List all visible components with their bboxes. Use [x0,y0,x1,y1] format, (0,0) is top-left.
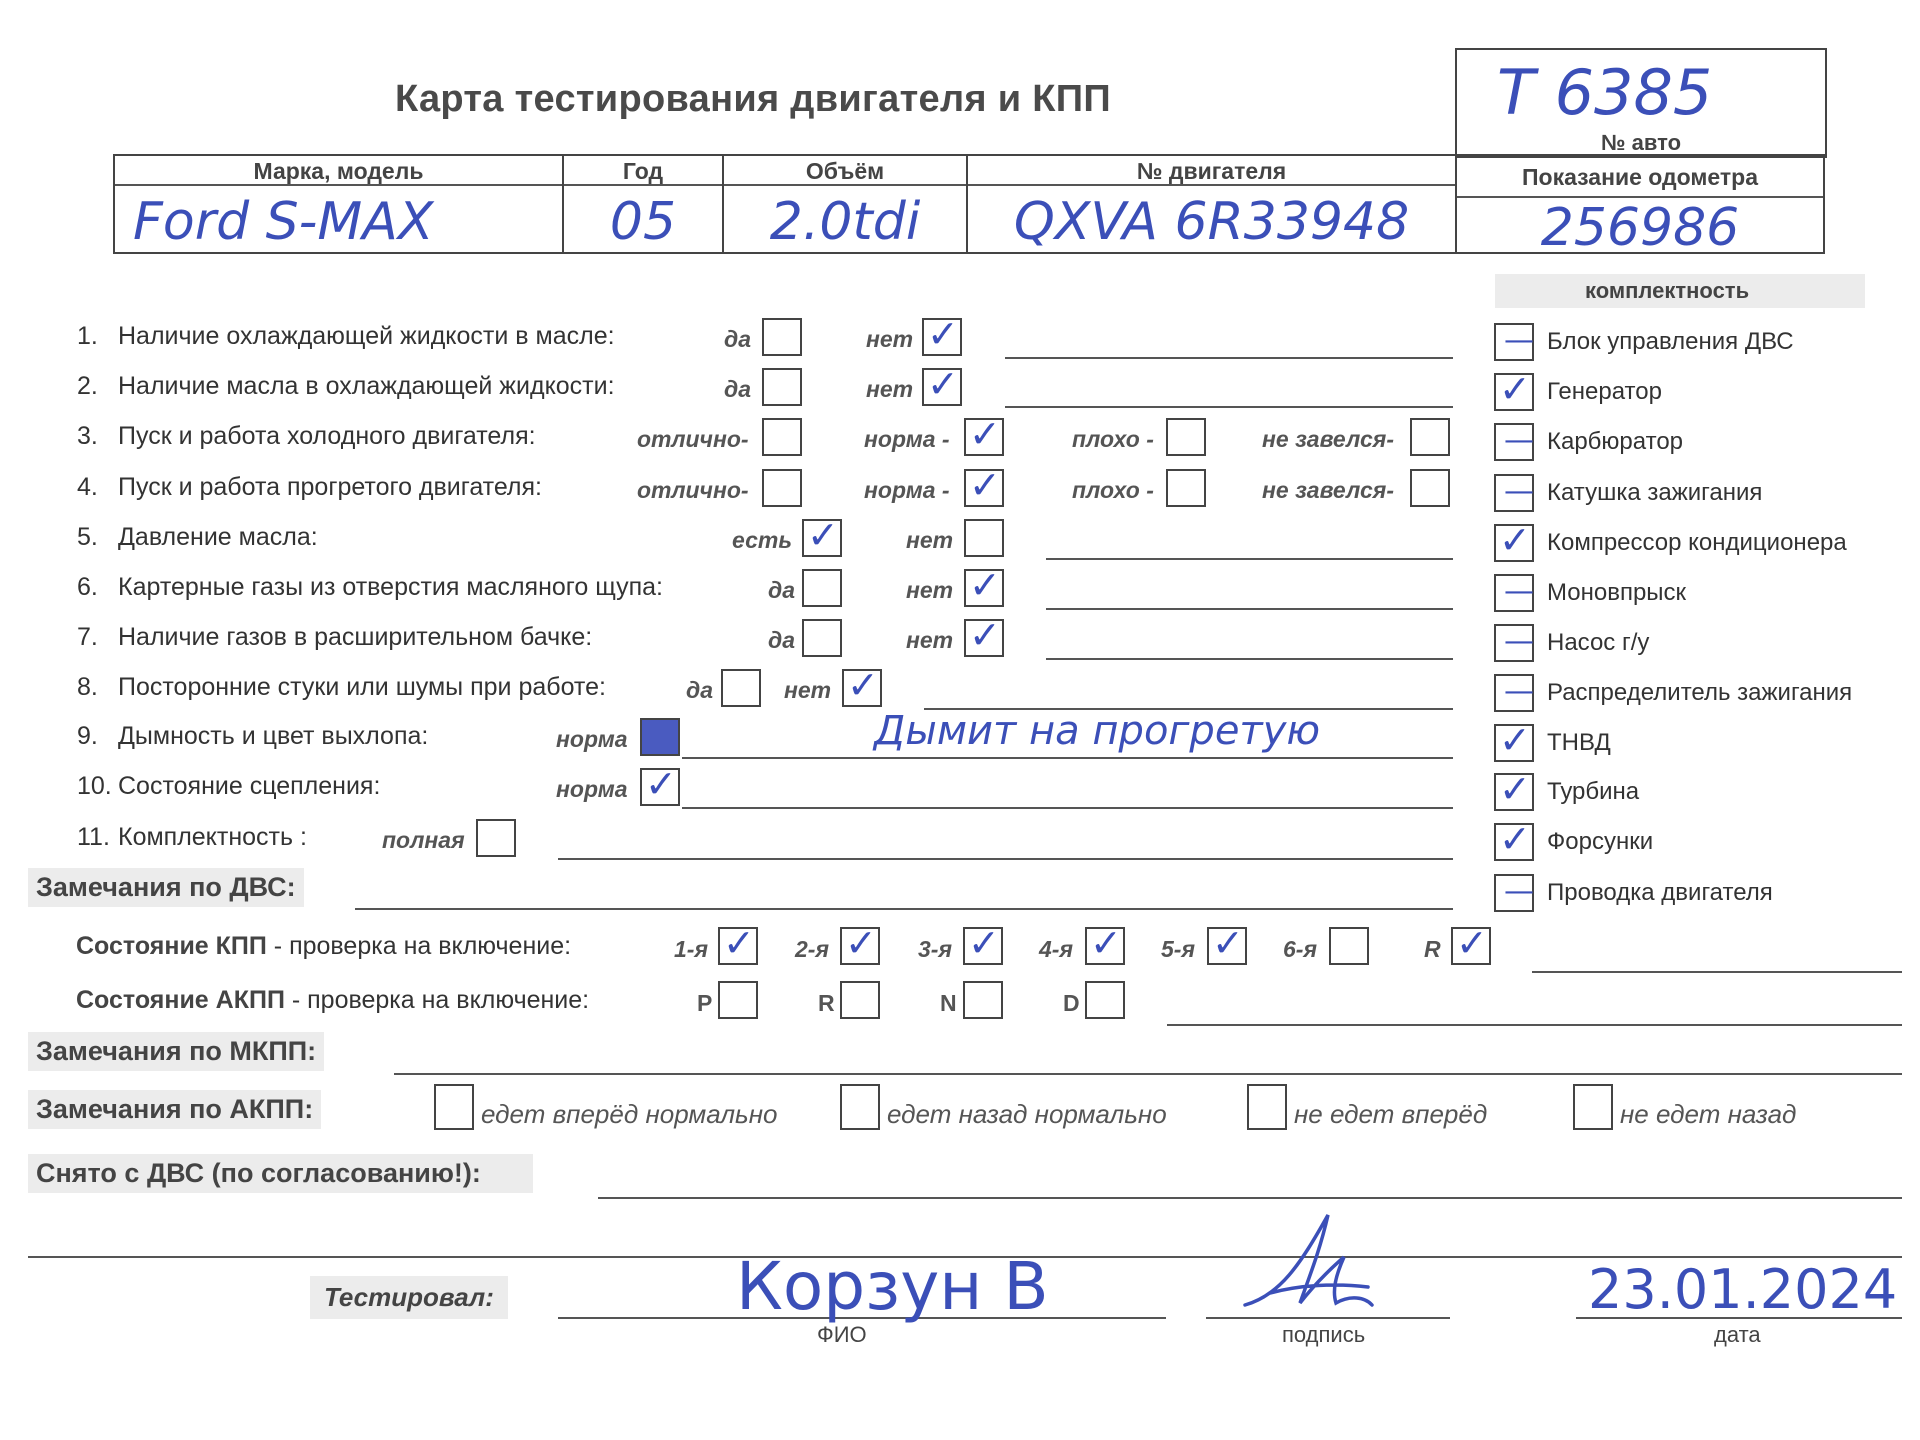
option-bad: плохо - [1072,426,1154,452]
page-title: Карта тестирования двигателя и КПП [395,78,1111,120]
gear-checkbox[interactable]: ✓ [1085,927,1125,965]
check-number: 1. [77,322,98,350]
tested-label: Тестировал: [310,1276,508,1319]
option-yes: да [686,677,714,703]
gear-label: 1-я [674,936,708,962]
completeness-label: Проводка двигателя [1547,879,1773,906]
gear-checkbox[interactable] [1329,927,1369,965]
completeness-checkbox[interactable]: — [1494,674,1534,712]
option-normal: норма - [864,426,950,452]
mode-checkbox[interactable] [718,981,758,1019]
gear-label: R [1424,936,1441,962]
test-date: 23.01.2024 [1588,1258,1898,1321]
manual-gearbox-label [76,932,571,961]
check-question: Пуск и работа холодного двигателя: [118,422,536,450]
option-no-start: не завелся- [1262,477,1394,503]
mode-label: D [1063,990,1080,1016]
auto-number-value: T 6385 [1497,56,1713,129]
option-excellent: отлично- [637,477,749,503]
year-label: Год [622,158,664,184]
completeness-checkbox[interactable]: ✓ [1494,524,1534,562]
no-checkbox[interactable] [964,519,1004,557]
completeness-label: Насос г/у [1547,629,1650,656]
note-line [1005,406,1453,408]
no-checkbox[interactable]: ✓ [842,669,882,707]
auto-number-box [1455,48,1827,158]
signature-line [1206,1317,1450,1319]
check-question: Комплектность : [118,823,307,851]
note-line [1046,658,1453,660]
manual-gearbox-line [1532,971,1902,973]
completeness-checkbox[interactable]: — [1494,624,1534,662]
note-line [682,807,1453,809]
completeness-title: комплектность [1495,274,1865,308]
yes-checkbox[interactable] [762,318,802,356]
gear-label: 6-я [1283,936,1317,962]
mode-label: P [697,990,713,1016]
manual-gearbox-desc: - проверка на включение: [266,932,572,960]
engine-number-value: QXVA 6R33948 [1013,192,1410,252]
yes-checkbox[interactable]: ✓ [802,519,842,557]
completeness-checkbox[interactable]: ✓ [1494,724,1534,762]
engine-remarks-label: Замечания по ДВС: [28,868,304,907]
option-yes: да [768,627,796,653]
volume-cell [722,154,968,254]
auto-remark-checkbox[interactable] [434,1084,474,1130]
auto-gearbox-title: Состояние АКПП [76,986,285,1014]
engine-number-label: № двигателя [1136,158,1287,184]
completeness-label: Блок управления ДВС [1547,328,1794,355]
check-question: Дымность и цвет выхлопа: [118,722,429,750]
removed-label: Снято с ДВС (по согласованию!): [28,1154,533,1193]
tester-name: Корзун В [736,1248,1049,1325]
volume-label: Объём [805,158,885,184]
check-question: Давление масла: [118,523,318,551]
option-no: нет [784,677,832,703]
completeness-checkbox[interactable]: — [1494,423,1534,461]
option-no: нет [866,376,914,402]
option-no-start: не завелся- [1262,426,1394,452]
make-value: Ford S-MAX [133,192,434,252]
completeness-label: Распределитель зажигания [1547,679,1853,706]
auto-remarks-label: Замечания по АКПП: [28,1090,321,1129]
check-question: Посторонние стуки или шумы при работе: [118,673,606,701]
completeness-checkbox[interactable]: ✓ [1494,823,1534,861]
check-number: 2. [77,372,98,400]
check-number: 11. [77,823,110,851]
removed-line [598,1197,1902,1199]
note-line [1046,608,1453,610]
normal-checkbox[interactable]: ✓ [640,768,680,806]
note-line [1046,558,1453,560]
check-question: Наличие масла в охлаждающей жидкости: [118,372,615,400]
completeness-label: Форсунки [1547,828,1654,855]
no-checkbox[interactable]: ✓ [964,619,1004,657]
auto-number-label: № авто [1600,130,1682,155]
auto-remark-checkbox[interactable] [1573,1084,1613,1130]
gear-label: 5-я [1161,936,1195,962]
completeness-checkbox[interactable]: — [1494,474,1534,512]
auto-remark-option: едет вперёд нормально [481,1099,778,1129]
vehicle-header-table [113,154,1824,258]
gear-checkbox[interactable]: ✓ [718,927,758,965]
check-number: 8. [77,673,98,701]
completeness-checkbox[interactable]: ✓ [1494,773,1534,811]
odometer-value: 256986 [1540,198,1740,258]
option-yes: да [724,376,752,402]
check-question: Пуск и работа прогретого двигателя: [118,473,542,501]
auto-gearbox-label [76,986,589,1015]
gear-checkbox[interactable]: ✓ [1451,927,1491,965]
check-question: Наличие газов в расширительном бачке: [118,623,593,651]
name-caption: ФИО [817,1322,867,1347]
volume-value: 2.0tdi [769,192,921,252]
check-question: Наличие охлаждающей жидкости в масле: [118,322,615,350]
gear-checkbox[interactable]: ✓ [840,927,880,965]
option-full: полная [382,827,465,853]
no-checkbox[interactable]: ✓ [922,318,962,356]
check-question: Состояние сцепления: [118,772,381,800]
option-no: нет [906,527,954,553]
normal-checkbox[interactable] [640,718,680,756]
full-checkbox[interactable] [476,819,516,857]
signature-caption: подпись [1282,1322,1366,1347]
auto-remark-option: не едет назад [1620,1099,1797,1129]
normal-checkbox[interactable]: ✓ [964,469,1004,507]
no-start-checkbox[interactable] [1410,418,1450,456]
gear-checkbox[interactable]: ✓ [1207,927,1247,965]
option-yes: да [768,577,796,603]
no-checkbox[interactable]: ✓ [964,569,1004,607]
signature [1240,1205,1380,1315]
completeness-checkbox[interactable]: — [1494,574,1534,612]
engine-number-cell [966,154,1457,254]
completeness-label: Турбина [1547,778,1640,805]
mode-checkbox[interactable] [840,981,880,1019]
no-start-checkbox[interactable] [1410,469,1450,507]
manual-gearbox-title: Состояние КПП [76,932,267,960]
year-cell [562,154,724,254]
excellent-checkbox[interactable] [762,418,802,456]
option-yes: есть [732,527,792,553]
completeness-checkbox[interactable]: ✓ [1494,373,1534,411]
mode-label: R [818,990,835,1016]
date-caption: дата [1714,1322,1761,1347]
auto-gearbox-line [1167,1024,1902,1026]
auto-remark-checkbox[interactable] [840,1084,880,1130]
exhaust-note: Дымит на прогретую [874,708,1321,754]
manual-remarks-label: Замечания по МКПП: [28,1032,324,1071]
manual-remarks-line [394,1073,1902,1075]
excellent-checkbox[interactable] [762,469,802,507]
check-number: 10. [77,772,112,800]
yes-checkbox[interactable] [802,569,842,607]
note-line [1005,357,1453,359]
check-number: 5. [77,523,98,551]
gear-label: 2-я [795,936,829,962]
option-excellent: отлично- [637,426,749,452]
auto-remark-option: едет назад нормально [887,1099,1167,1129]
check-number: 3. [77,422,98,450]
option-bad: плохо - [1072,477,1154,503]
option-no: нет [906,577,954,603]
check-number: 9. [77,722,98,750]
gear-checkbox[interactable]: ✓ [963,927,1003,965]
option-normal: норма - [864,477,950,503]
completeness-checkbox[interactable]: — [1494,323,1534,361]
check-number: 6. [77,573,98,601]
mode-checkbox[interactable] [963,981,1003,1019]
make-label: Марка, модель [253,158,424,184]
auto-remark-checkbox[interactable] [1247,1084,1287,1130]
auto-gearbox-desc: - проверка на включение: [284,986,590,1014]
gear-label: 4-я [1039,936,1073,962]
note-line [558,858,1453,860]
option-normal: норма [556,726,628,752]
completeness-checkbox[interactable]: — [1494,874,1534,912]
option-yes: да [724,326,752,352]
no-checkbox[interactable]: ✓ [922,368,962,406]
mode-label: N [940,990,957,1016]
check-number: 7. [77,623,98,651]
engine-remarks-line [355,908,1453,910]
make-cell [113,154,564,254]
auto-remark-option: не едет вперёд [1294,1099,1488,1129]
check-number: 4. [77,473,98,501]
option-no: нет [866,326,914,352]
yes-checkbox[interactable] [721,669,761,707]
option-normal: норма [556,776,628,802]
check-question: Картерные газы из отверстия масляного щупа: [118,573,663,601]
completeness-label: Моновпрыск [1547,579,1687,606]
option-no: нет [906,627,954,653]
completeness-label: Карбюратор [1547,428,1684,455]
completeness-label: Катушка зажигания [1547,479,1763,506]
mode-checkbox[interactable] [1085,981,1125,1019]
odometer-cell [1455,154,1825,258]
bad-checkbox[interactable] [1166,418,1206,456]
completeness-label: ТНВД [1547,729,1611,756]
completeness-label: Компрессор кондиционера [1547,529,1847,556]
normal-checkbox[interactable]: ✓ [964,418,1004,456]
note-line [682,757,1453,759]
yes-checkbox[interactable] [762,368,802,406]
yes-checkbox[interactable] [802,619,842,657]
bad-checkbox[interactable] [1166,469,1206,507]
gear-label: 3-я [918,936,952,962]
completeness-label: Генератор [1547,378,1662,405]
odometer-label: Показание одометра [1522,164,1758,190]
year-value: 05 [609,192,677,252]
